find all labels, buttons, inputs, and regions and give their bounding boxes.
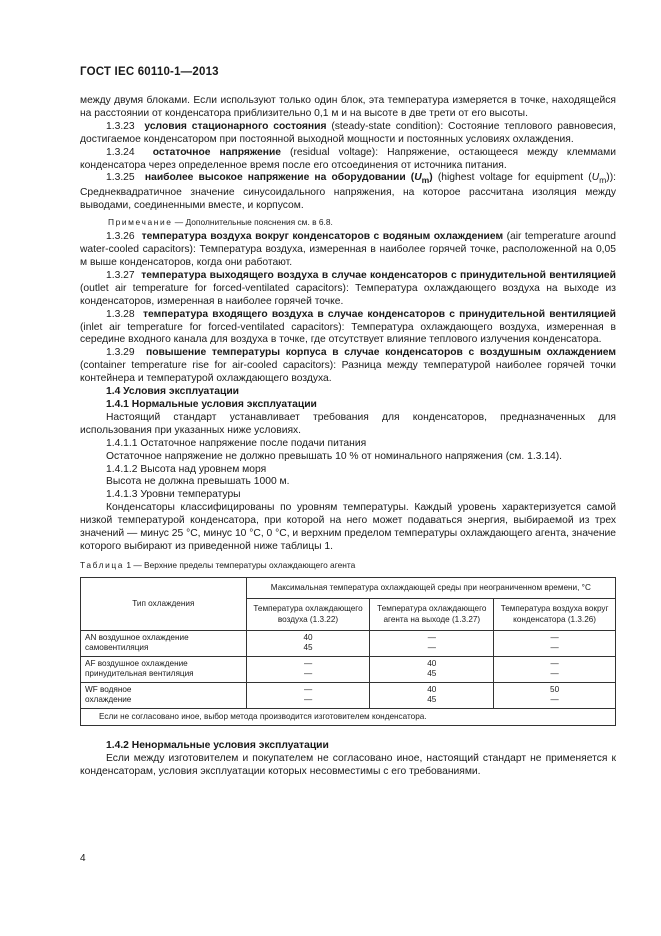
table-cell: 40 45: [370, 682, 494, 708]
clause-number: 1.3.26: [106, 231, 135, 243]
table-row: [81, 656, 616, 682]
definition: (air temperature around water-cooled capacitors): Температура воздуха, измеренная в наиболее горячей точке, расположенной на 0,05 м выше конденсаторов, когда они работают.: [80, 231, 616, 269]
table-cell: 40 45: [246, 631, 370, 657]
table-cell: 40 45: [370, 656, 494, 682]
subsection-heading-1-4-1-2: 1.4.1.2 Высота над уровнем моря: [106, 463, 267, 475]
table-cell: — —: [494, 631, 616, 657]
clause-number: 1.3.28: [106, 308, 135, 320]
definition: (outlet air temperature for forced-ventilated capacitors): Температура охлаждающего воздуха на выходе из конденсаторов, измеренная в наиболее горячей точке.: [80, 282, 616, 307]
paragraph: Если между изготовителем и покупателем не согласовано иное, настоящий стандарт не применяется к конденсаторам, условия эксплуатации которых несовместимы с его требованиями.: [80, 752, 616, 777]
document-header: ГОСТ IEC 60110-1—2013: [80, 66, 219, 78]
subsection-heading-1-4-1-1: 1.4.1.1 Остаточное напряжение после подачи питания: [106, 437, 367, 449]
clause-1-3-28: [80, 309, 616, 348]
paragraph: Конденсаторы классифицированы по уровням температуры. Каждый уровень характеризуется самой низкой температурой конденсатора, при которой на него может подаваться энергия, выбираемой из трех значений — минус 25 °С, минус 10 °С, 0 °С, и верхним пределом температуры охлаждающего агента, значение которого выбирают из приведенной ниже таблицы 1.: [80, 502, 616, 552]
table-row: [81, 682, 616, 708]
table-caption: [80, 560, 616, 571]
table-cell: — —: [246, 656, 370, 682]
table-header-cooling-type: Тип охлаждения: [81, 577, 247, 630]
clause-1-3-27: [80, 270, 616, 309]
term: температура воздуха вокруг конденсаторов с водяным охлаждением: [141, 231, 504, 243]
term: температура входящего воздуха в случае конденсаторов с принудительной вентиляцией: [143, 308, 616, 320]
page-number: 4: [80, 853, 86, 864]
paragraph: Настоящий стандарт устанавливает требования для конденсаторов, предназначенных для использования при указанных ниже условиях.: [80, 411, 616, 436]
clause-number: 1.3.29: [106, 347, 135, 359]
symbol-subscript: m: [599, 175, 607, 186]
term: повышение температуры корпуса в случае конденсаторов с воздушным охлаждением: [145, 347, 616, 359]
table-caption-label: Таблица: [80, 559, 125, 570]
definition: (steady-state condition): Состояние теплового равновесия, достигаемое конденсатором при постоянной выходной мощности и постоянных условиях охлаждения.: [80, 120, 616, 145]
table-header-col1: Температура охлаждающего воздуха (1.3.22): [246, 599, 370, 631]
symbol-u: U: [414, 172, 422, 184]
table-cell: — —: [494, 656, 616, 682]
clause-number: 1.3.23: [106, 120, 135, 132]
section-heading-1-4-1: 1.4.1 Нормальные условия эксплуатации: [106, 398, 317, 410]
table-cell: — —: [246, 682, 370, 708]
paragraph: Высота не должна превышать 1000 м.: [106, 476, 290, 488]
table-footer-note: Если не согласовано иное, выбор метода производится изготовителем конденсатора.: [81, 708, 616, 725]
table-header-group: Максимальная температура охлаждающей среды при неограниченном времени, °С: [246, 577, 615, 598]
table-row: [81, 631, 616, 657]
clause-1-3-24: [80, 147, 616, 173]
section-heading-1-4: 1.4 Условия эксплуатации: [106, 386, 240, 398]
table-cell: 50 —: [494, 682, 616, 708]
table-cooling-limits: [80, 577, 616, 726]
document-body: [80, 95, 616, 779]
definition: (residual voltage): Напряжение, остающееся между клеммами конденсатора через определенное время после его отсоединения от источника питания.: [80, 146, 616, 171]
clause-1-3-29: [80, 347, 616, 386]
clause-number: 1.3.24: [106, 146, 135, 158]
symbol-subscript: m: [421, 175, 430, 186]
table-header-col3: Температура воздуха вокруг конденсатора (1.3.26): [494, 599, 616, 631]
table-cell: — —: [370, 631, 494, 657]
note-text: — Дополнительные пояснения см. в 6.8.: [172, 217, 333, 228]
definition: )): Среднеквадратичное значение синусоидального напряжения, на которое рассчитана изоляция между выводами, соединенными вместе, и корпусом.: [80, 172, 616, 212]
table-caption-text: 1 — Верхние пределы температуры охлаждающего агента: [124, 559, 356, 570]
clause-1-3-23: [80, 121, 616, 147]
note: [80, 216, 616, 228]
table-header-col2: Температура охлаждающего агента на выходе (1.3.27): [370, 599, 494, 631]
symbol-u: U: [591, 172, 600, 184]
term: температура выходящего воздуха в случае конденсаторов с принудительной вентиляцией: [141, 269, 616, 281]
clause-number: 1.3.25: [106, 172, 135, 184]
paragraph: Остаточное напряжение не должно превышать 10 % от номинального напряжения (см. 1.3.14).: [106, 450, 563, 462]
paragraph-continuation: между двумя блоками. Если используют только один блок, эта температура измеряется в точке, находящейся на расстоянии от конденсатора приблизительно 0,1 м и на высоте в две трети от его высоты.: [80, 95, 616, 119]
term: остаточное напряжение: [152, 146, 282, 158]
note-label: Примечание: [108, 217, 173, 228]
table-cell: AF воздушное охлаждение принудительная вентиляция: [81, 656, 247, 682]
section-heading-1-4-2: 1.4.2 Ненормальные условия эксплуатации: [106, 739, 329, 751]
definition: (container temperature rise for air-cooled capacitors): Разница между температурой наиболее горячей точки контейнера и температурой охлаждающего воздуха.: [80, 360, 616, 385]
definition: (inlet air temperature for forced-ventilated capacitors): Температура охлаждающего воздуха, измеренная в середине входного канала для воздуха в точке, где отсутствует влияние теплового излучения конденсатора.: [80, 321, 616, 346]
term: наиболее высокое напряжение на оборудовании $(U_m)$: [144, 172, 433, 186]
table-cell: AN воздушное охлаждение самовентиляция: [81, 631, 247, 657]
subsection-heading-1-4-1-3: 1.4.1.3 Уровни температуры: [106, 489, 241, 501]
clause-1-3-26: [80, 231, 616, 270]
table-cell: WF водяное охлаждение: [81, 682, 247, 708]
clause-1-3-25: 1.3.25 наиболее высокое напряжение на оборудовании $(U_m)$ (highest voltage for equipment $(U_m)$): Среднеквадратичное значение синусоидального напряжения, на которое рассчитана изоляция между выводами, соединенными вместе, и корпусом.: [80, 172, 616, 212]
term: условия стационарного состояния: [144, 120, 327, 132]
clause-number: 1.3.27: [106, 269, 135, 281]
